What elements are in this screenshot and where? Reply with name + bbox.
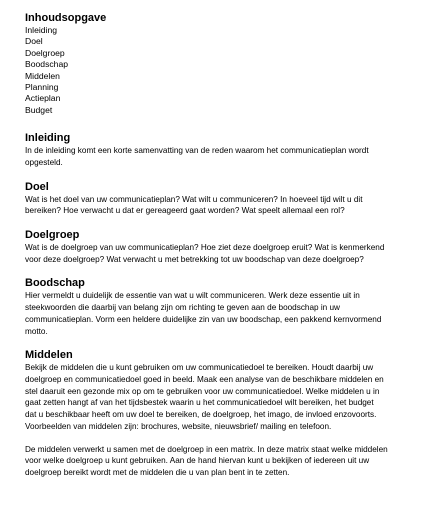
body-line: Wat is het doel van uw communicatieplan? Wat wilt u communiceren? In hoeveel tijd wilt u dit	[25, 194, 363, 204]
body-line: In de inleiding komt een korte samenvatting van de reden waarom het communicatieplan wordt	[25, 146, 369, 156]
body-line: Voorbeelden van middelen zijn: brochures, website, nieuwsbrief/ mailing en telefoon.	[25, 421, 332, 431]
body-line: communicatieplan. Vorm een heldere duidelijke zin van uw boodschap, een pakkend kernvormend	[25, 314, 382, 324]
body-line: motto.	[25, 326, 48, 336]
section-doel	[25, 181, 427, 217]
body-line: De middelen verwerkt u samen met de doelgroep in een matrix. In deze matrix staat welke middelen	[25, 444, 388, 454]
body-line: Hier vermeldt u duidelijk de essentie van wat u wilt communiceren. Werk deze essentie uit in	[25, 291, 360, 301]
section-body	[25, 444, 427, 479]
body-line: doelgroep en communicatiedoel goed in beeld. Maak een analyse van de beschikbare middelen en	[25, 374, 384, 384]
section-body	[25, 242, 427, 265]
body-line: voor welke doelgroep u kunt gebruiken. Aan de hand hiervan kunt u bekijken of iedereen uit uw	[25, 456, 370, 466]
section-heading: Doel	[25, 180, 49, 193]
toc-item: Budget	[25, 104, 53, 115]
body-line: Wat is de doelgroep van uw communicatieplan? Hoe ziet deze doelgroep eruit? Wat is kenmerkend	[25, 243, 385, 253]
toc-list	[25, 25, 427, 116]
section-doelgroep	[25, 229, 427, 265]
section-body	[25, 362, 427, 432]
toc-item: Middelen	[25, 70, 60, 81]
toc-item: Planning	[25, 82, 59, 93]
section-heading: Inleiding	[25, 132, 71, 145]
section-middelen	[25, 349, 427, 478]
table-of-contents	[25, 12, 427, 116]
body-line: gaat zetten hangt af van het tijdsbestek waarin u het communicatiedoel wilt bereiken, het budget	[25, 398, 374, 408]
body-line: doelgroep bereikt wordt met de middelen die u van plan bent in te zetten.	[25, 467, 290, 477]
section-boodschap	[25, 277, 427, 337]
toc-item: Actieplan	[25, 93, 61, 104]
toc-item: Boodschap	[25, 59, 69, 70]
body-line: dat u beschikbaar heeft om uw doel te bereiken, de doelgroep, het imago, de invloed enzovoorts.	[25, 410, 377, 420]
section-body	[25, 145, 427, 168]
toc-item: Doel	[25, 36, 43, 47]
section-heading: Middelen	[25, 349, 73, 362]
body-line: voor deze doelgroep? Wat verwacht u met betrekking tot uw boodschap van deze doelgroep?	[25, 254, 364, 264]
toc-title: Inhoudsopgave	[25, 12, 107, 24]
section-body	[25, 290, 427, 337]
section-heading: Boodschap	[25, 277, 85, 290]
body-line: stel daaruit een gezonde mix op om te gebruiken voor uw communicatiedoel. Welke middelen u in	[25, 386, 380, 396]
toc-item: Doelgroep	[25, 47, 65, 58]
section-body	[25, 194, 427, 217]
body-line: steekwoorden die daarbij van belang zijn om richting te geven aan de boodschap in uw	[25, 303, 340, 313]
section-heading: Doelgroep	[25, 229, 80, 242]
body-line: Bekijk de middelen die u kunt gebruiken om uw communicatiedoel te bereiken. Houdt daarbij uw	[25, 363, 374, 373]
body-line: opgesteld.	[25, 157, 63, 167]
section-inleiding	[25, 132, 427, 168]
toc-item: Inleiding	[25, 25, 58, 35]
body-line: bereiken? Hoe verwacht u dat er gereageerd gaat worden? Wat speelt allemaal een rol?	[25, 206, 345, 216]
